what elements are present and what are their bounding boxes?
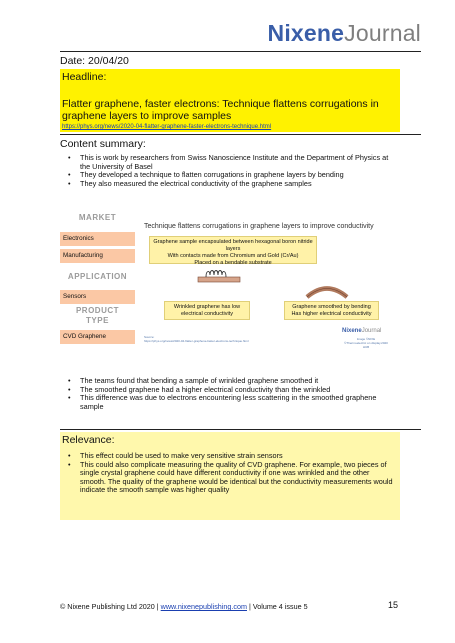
footer-link[interactable]: www.nixenepublishing.com xyxy=(160,602,247,611)
figure-credit: Image ©NIXE ©Thermoelectric on display.2020 HUB xyxy=(344,337,388,349)
headline-text: Flatter graphene, faster electrons: Technique flattens corrugations in graphene layers to improve samples xyxy=(62,98,379,122)
list-item: • The smoothed graphene had a higher electrical conductivity than the wrinkled xyxy=(60,386,400,395)
figure-logo: NixeneJournal xyxy=(342,328,382,334)
tag-electronics: Electronics xyxy=(60,232,135,246)
list-item: • This could also complicate measuring the quality of CVD graphene. For example, two pieces of single crystal graphene could have different conductivity if one was wrinkled and the other smooth. The quality of the graphene would be identical but the conductivity measurements would indicate the smooth sample was higher quality xyxy=(60,461,396,495)
footer-copyright: © Nixene Publishing Ltd 2020 | xyxy=(60,602,161,611)
relevance-title: Relevance: xyxy=(62,434,115,446)
tag-manufacturing: Manufacturing xyxy=(60,249,135,263)
list-item: • This difference was due to electrons encountering less scattering in the smoothed graphene sample xyxy=(60,394,400,411)
tag-cvd-graphene: CVD Graphene xyxy=(60,330,135,344)
list-item: • This effect could be used to make very sensitive strain sensors xyxy=(60,452,396,461)
summary-figure xyxy=(60,210,400,348)
headline-box xyxy=(60,69,400,132)
figure-source: Source: https://phys.org/news/2020-04-flatter-graphene-faster-electrons-technique.html xyxy=(144,335,249,343)
category-application: APPLICATION xyxy=(67,272,128,281)
headline-label: Headline: xyxy=(62,71,107,83)
relevance-rule xyxy=(60,429,421,430)
headline-link[interactable]: https://phys.org/news/2020-04-flatter-graphene-faster-electrons-technique.html xyxy=(62,124,272,130)
relevance-box xyxy=(60,432,400,520)
journal-logo xyxy=(268,20,421,47)
tag-sensors: Sensors xyxy=(60,290,135,304)
logo-nixene: Nixene xyxy=(267,20,345,46)
bent-sample-icon xyxy=(304,282,350,300)
headline-rule xyxy=(60,134,421,135)
category-market: MARKET xyxy=(78,213,117,222)
list-item: • They developed a technique to flatten corrugations in graphene layers by bending xyxy=(60,171,400,180)
summary-list-continued xyxy=(60,377,400,411)
process-box: Graphene sample encapsulated between hexagonal boron nitride layers With contacts made from Chromium and Gold (Cr/Au) Placed on a bendable substrate xyxy=(149,236,317,264)
list-item: • They also measured the electrical conductivity of the graphene samples xyxy=(60,180,400,189)
wrinkled-sample-icon xyxy=(196,265,242,285)
footer xyxy=(60,602,308,611)
article-date: Date: 20/04/20 xyxy=(60,55,129,67)
list-item: • The teams found that bending a sample of wrinkled graphene smoothed it xyxy=(60,377,400,386)
wrinkled-graphene-box: Wrinkled graphene has low electrical conductivity xyxy=(164,301,250,320)
page-number: 15 xyxy=(388,600,399,610)
category-product-type: PRODUCT TYPE xyxy=(75,306,120,325)
footer-volume: | Volume 4 issue 5 xyxy=(246,602,308,611)
figure-title: Technique flattens corrugations in graphene layers to improve conductivity xyxy=(144,223,374,230)
logo-journal: Journal xyxy=(344,20,421,46)
summary-list xyxy=(60,154,400,188)
relevance-list xyxy=(60,452,396,495)
list-item: • This is work by researchers from Swiss Nanoscience Institute and the Department of Physics at the University of Basel xyxy=(60,154,400,171)
smoothed-graphene-box: Graphene smoothed by bending Has higher electrical conductivity xyxy=(284,301,379,320)
header-rule xyxy=(60,51,421,52)
content-summary-title: Content summary: xyxy=(60,138,146,150)
